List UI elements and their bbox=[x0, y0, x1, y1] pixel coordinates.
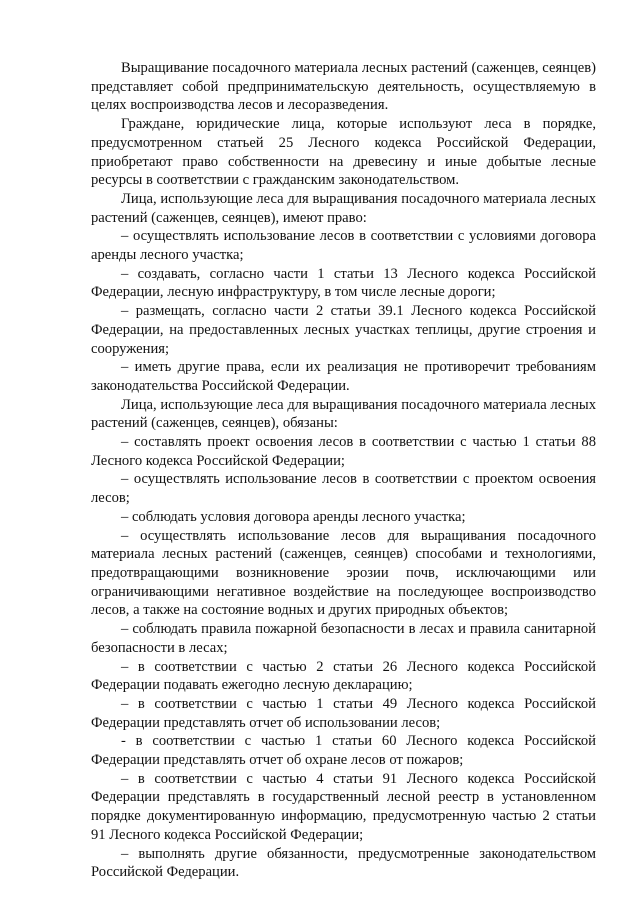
list-item-duty-1: – составлять проект освоения лесов в соответствии с частью 1 статьи 88 Лесного кодекса Российской Федерации; bbox=[91, 434, 596, 469]
list-item-duty-9: – в соответствии с частью 4 статьи 91 Лесного кодекса Российской Федерации представлять в государственный лесной реестр в установленном порядке документированную информацию, предусмотренную частью 2 статьи 91 Лесного кодекса Российской Федерации; bbox=[91, 770, 596, 843]
list-item-duty-2: – осуществлять использование лесов в соответствии с проектом освоения лесов; bbox=[91, 471, 596, 507]
paragraph-4: Лица, использующие леса для выращивания посадочного материала лесных растений (саженцев, сеянцев), обязаны: bbox=[91, 396, 596, 432]
list-item-duty-3: – соблюдать условия договора аренды лесного участка; bbox=[121, 508, 466, 525]
list-item-duty-8: - в соответствии с частью 1 статьи 60 Лесного кодекса Российской Федерации представлять отчет об охране лесов от пожаров; bbox=[91, 733, 596, 769]
paragraph-1: Выращивание посадочного материала лесных растений (саженцев, сеянцев) представляет собой предпринимательскую деятельность, осуществляемую в целях воспроизводства лесов и лесоразведения. bbox=[91, 60, 596, 114]
list-item-duty-7: – в соответствии с частью 1 статьи 49 Лесного кодекса Российской Федерации представлять отчет об использовании лесов; bbox=[91, 695, 596, 731]
list-item-duty-6: – в соответствии с частью 2 статьи 26 Лесного кодекса Российской Федерации подавать ежегодно лесную декларацию; bbox=[91, 658, 596, 694]
list-item-right-1: – осуществлять использование лесов в соответствии с условиями договора аренды лесного участка; bbox=[91, 228, 596, 264]
list-item-right-4: – иметь другие права, если их реализация не противоречит требованиям законодательства Российской Федерации. bbox=[91, 359, 596, 394]
paragraph-3: Лица, использующие леса для выращивания посадочного материала лесных растений (саженцев, сеянцев), имеют право: bbox=[91, 190, 596, 226]
document-body bbox=[91, 59, 596, 882]
list-item-duty-4: – осуществлять использование лесов для выращивания посадочного материала лесных растений (саженцев, сеянцев) способами и технологиями, предотвращающими возникновение эрозии почв, исключающими или ограничивающими негативное воздействие на последующее воспроизводство лесов, а также на состояние водных и других природных объектов; bbox=[91, 527, 596, 619]
list-item-duty-10: – выполнять другие обязанности, предусмотренные законодательством Российской Федерации. bbox=[91, 845, 596, 881]
list-item-right-3: – размещать, согласно части 2 статьи 39.1 Лесного кодекса Российской Федерации, на предоставленных лесных участках теплицы, другие строения и сооружения; bbox=[91, 303, 596, 357]
paragraph-2: Граждане, юридические лица, которые используют леса в порядке, предусмотренном статьей 25 Лесного кодекса Российской Федерации, приобретают право собственности на древесину и иные добытые лесные ресурсы в соответствии с гражданским законодательством. bbox=[91, 116, 596, 189]
list-item-duty-5: – соблюдать правила пожарной безопасности в лесах и правила санитарной безопасности в лесах; bbox=[91, 621, 596, 656]
list-item-right-2: – создавать, согласно части 1 статьи 13 Лесного кодекса Российской Федерации, лесную инфраструктуру, в том числе лесные дороги; bbox=[91, 265, 596, 301]
